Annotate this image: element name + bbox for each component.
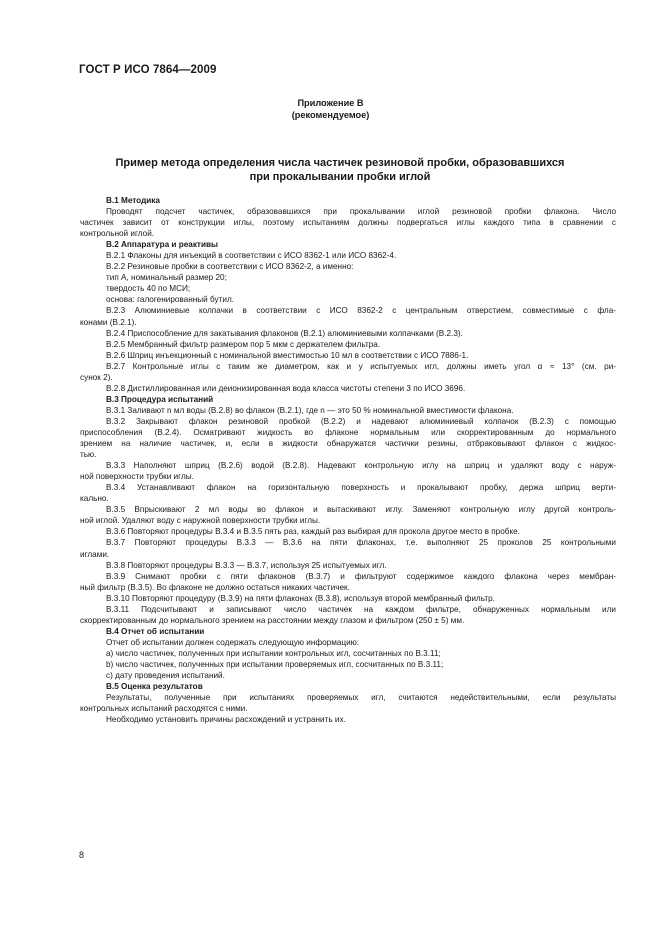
body-line: В.3.9 Снимают пробки с пяти флаконов (В.3.7) и фильтруют содержимое каждого флакона через мембран- [106, 571, 616, 581]
section-heading: В.2 Аппаратура и реактивы [106, 240, 218, 250]
body-line: В.3.5 Впрыскивают 2 мл воды во флакон и вытаскивают иглу. Заменяют контрольную иглу другой контроль- [106, 505, 616, 515]
body-line: В.3.2 Закрывают флакон резиновой пробкой (В.2.2) и надевают алюминиевый колпачок (В.2.3) с помощью [106, 416, 616, 426]
body-line: В.2.2 Резиновые пробки в соответствии с ИСО 8362-2, а именно: [106, 262, 354, 272]
body-line: В.2.7 Контрольные иглы с таким же диаметром, как и у испытуемых игл, должны иметь угол α ≈ 13° (см. ри- [106, 361, 616, 371]
body-line: В.2.6 Шприц инъекционный с номинальной вместимостью 10 мл в соответствии с ИСО 7886-1. [106, 350, 469, 360]
annex-title-line-2: при прокалывании пробки иглой [249, 171, 431, 183]
section-heading: В.4 Отчет об испытании [106, 626, 205, 636]
body-line: ной иглой. Удаляют воду с наружной поверхности трубки иглы. [80, 516, 321, 526]
standard-header: ГОСТ Р ИСО 7864—2009 [79, 64, 217, 76]
body-line: В.3.1 Заливают n мл воды (В.2.8) во флакон (В.2.1), где n — это 50 % номинальной вместимости флакона. [106, 405, 514, 415]
annex-title-line-1: Пример метода определения числа частичек резиновой пробки, образовавшихся [115, 157, 565, 169]
body-line: контрольной иглой. [80, 229, 155, 239]
body-line: тип А, номинальный размер 20; [106, 273, 227, 283]
body-line: В.3.8 Повторяют процедуры В.3.3 — В.3.7, используя 25 испытуемых игл. [106, 560, 387, 570]
body-line: кально. [80, 494, 109, 504]
body-line: тью. [80, 450, 97, 460]
section-heading: В.5 Оценка результатов [106, 682, 203, 692]
body-line: контрольных испытаний расходятся с ними. [80, 704, 248, 714]
body-line: В.2.1 Флаконы для инъекций в соответствии с ИСО 8362-1 или ИСО 8362-4. [106, 251, 397, 261]
body-line: конами (В.2.1). [80, 317, 137, 327]
body-line: Необходимо установить причины расхождений и устранить их. [106, 715, 346, 725]
body-line: В.2.4 Приспособление для закатывания флаконов (В.2.1) алюминиевыми колпачками (В.2.3). [106, 328, 463, 338]
body-line: В.3.10 Повторяют процедуру (В.3.9) на пяти флаконах (В.3.8), используя второй мембранный фильтр. [106, 593, 495, 603]
body-line: Отчет об испытании должен содержать следующую информацию: [106, 637, 360, 647]
body-line: приспособления (В.2.4). Осматривают жидкость во флаконе нормальным или скорректированным до нормального [80, 427, 616, 437]
annex-status: (рекомендуемое) [291, 110, 370, 120]
body-line: с) дату проведения испытаний. [106, 671, 225, 681]
body-line: иглами. [80, 549, 110, 559]
body-line: скорректированным до нормального зрением на расстоянии между глазом и фильтром (250 ± 5) мм. [80, 615, 465, 625]
body-line: В.3.3 Наполняют шприц (В.2.6) водой (В.2.8). Надевают контрольную иглу на шприц и удаляют воду с наруж- [106, 461, 616, 471]
body-line: В.2.5 Мембранный фильтр размером пор 5 мкм с держателем фильтра. [106, 339, 381, 349]
document-body [80, 195, 616, 725]
section-heading: В.1 Методика [106, 196, 160, 205]
body-line: Результаты, полученные при испытаниях проверяемых игл, считаются недействительными, если результаты [106, 693, 616, 703]
body-line: В.2.3 Алюминиевые колпачки в соответствии с ИСО 8362-2 с центральным отверстием, совместимые с фла- [106, 306, 616, 316]
body-line: сунок 2). [80, 372, 113, 382]
body-line: зрением на наличие частичек, и, если в жидкости обнаружатся частички резины, отбраковывают флакон с жидкос- [80, 439, 616, 449]
annex-label: Приложение В [297, 98, 364, 108]
body-line: ной поверхности трубки иглы. [80, 472, 194, 482]
page-number: 8 [79, 850, 85, 860]
body-line: твердость 40 по МСИ; [106, 284, 191, 294]
section-heading: В.3 Процедура испытаний [106, 394, 214, 404]
body-line: b) число частичек, полученных при испытании проверяемых игл, сосчитанных по В.3.11; [106, 659, 444, 669]
body-line: В.3.11 Подсчитывают и записывают число частичек на каждом фильтре, обнаруженных нормальным или [106, 604, 616, 614]
body-line: частичек зависит от конструкции иглы, поэтому испытаниям должны подвергаться иглы каждого типа в сравнении с [80, 218, 616, 228]
body-line: основа: галогенированный бутил. [106, 295, 234, 305]
body-line: В.3.6 Повторяют процедуры В.3.4 и В.3.5 пять раз, каждый раз выбирая для прокола другое место в пробке. [106, 527, 520, 537]
body-line: ный фильтр (В.3.5). Во флаконе не должно остаться никаких частичек. [80, 582, 350, 592]
body-line: В.3.4 Устанавливают флакон на горизонтальную поверхность и прокалывают пробку, держа шприц верти- [106, 483, 616, 493]
body-line: В.3.7 Повторяют процедуры В.3.3 — В.3.6 на пяти флаконах, т.е. выполняют 25 проколов 25 контрольными [106, 538, 616, 548]
body-line: В.2.8 Дистиллированная или деионизированная вода класса чистоты степени 3 по ИСО 3696. [106, 383, 466, 393]
body-line: Проводят подсчет частичек, образовавшихся при прокалывании иглой резиновой пробки флакона. Число [106, 207, 616, 217]
body-line: а) число частичек, полученных при испытании контрольных игл, сосчитанных по В.3.11; [106, 648, 441, 658]
